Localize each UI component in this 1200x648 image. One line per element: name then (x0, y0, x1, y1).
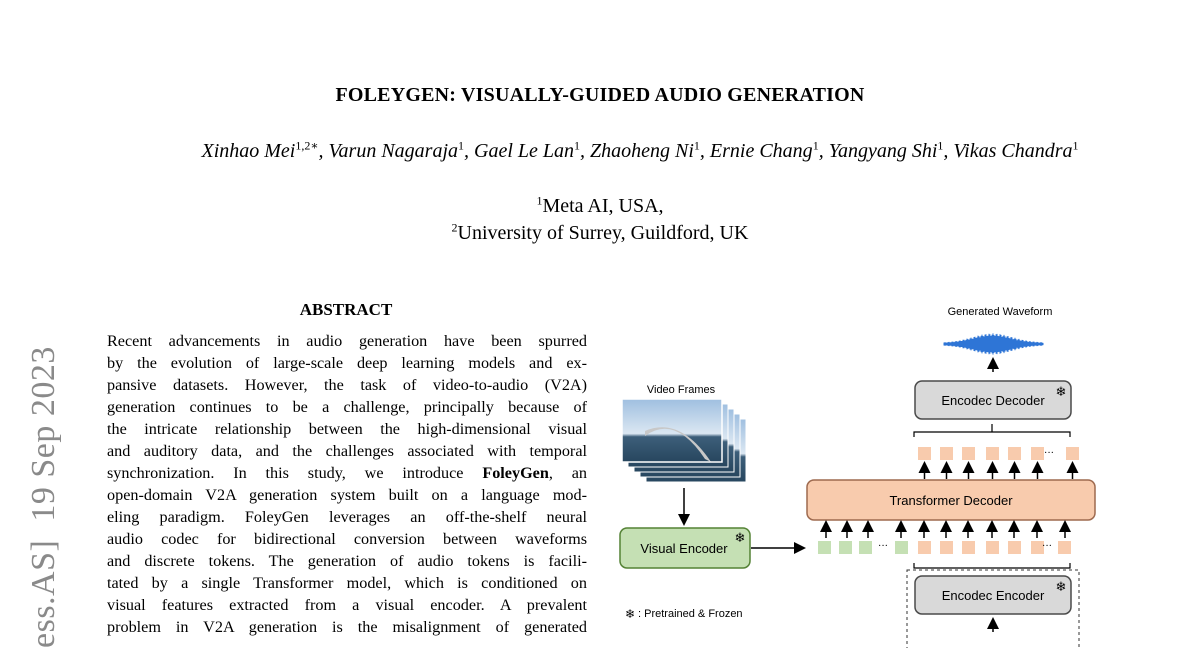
arxiv-stamp-date: 19 Sep 2023 (25, 346, 62, 522)
affiliation-2: $^2$University of Surrey, Guildford, UK (451, 220, 749, 244)
abstract-line: eling paradigm. FoleyGen leverages an off-the-shelf neural (107, 508, 587, 526)
visual-token (859, 541, 872, 554)
transformer-decoder-block (807, 480, 1095, 520)
architecture-figure (600, 296, 1100, 648)
encodec-decoder-label: Encodec Decoder (941, 393, 1045, 408)
abstract-line: visual features extracted from a visual encoder. A prevalent (107, 596, 587, 614)
frozen-icon: ❄ (1055, 579, 1067, 594)
author-name: Ernie Chang (709, 140, 813, 162)
audio-token (986, 447, 999, 460)
abstract-line: Recent advancements in audio generation have been spurred (107, 332, 587, 350)
abstract-heading: ABSTRACT (299, 300, 393, 319)
author-name: Vikas Chandra (953, 140, 1073, 162)
frozen-icon: ❄ (624, 607, 636, 621)
ellipsis: ··· (1044, 448, 1054, 459)
paper-title: FOLEYGEN: VISUALLY-GUIDED AUDIO GENERATION (335, 84, 865, 106)
visual-token (895, 541, 908, 554)
abstract-line: and discrete tokens. The generation of audio tokens is facili- (107, 552, 587, 570)
encodec-encoder-block (915, 576, 1071, 614)
audio-token (986, 541, 999, 554)
input-tokens (818, 523, 1071, 554)
author-name: Gael Le Lan (474, 140, 574, 162)
arxiv-stamp (25, 346, 63, 648)
author-affiliation-mark: 1 (812, 138, 819, 153)
audio-token (1066, 447, 1079, 460)
visual-token (818, 541, 831, 554)
affiliation-1: $^1$Meta AI, USA, (536, 193, 664, 217)
generated-waveform-label: Generated Waveform (947, 306, 1053, 318)
audio-token (940, 447, 953, 460)
ellipsis: ··· (1042, 541, 1052, 552)
abstract-line: by the evolution of large-scale deep learning models and ex- (107, 354, 587, 372)
author-name: Xinhao Mei (201, 140, 296, 162)
frozen-icon: ❄ (734, 530, 746, 545)
abstract-line: the intricate relationship between the high-dimensional visual (107, 420, 587, 438)
legend (625, 607, 743, 621)
abstract-line: problem in V2A generation is the misalignment of generated (107, 618, 587, 636)
waveform-icon (944, 333, 1043, 354)
author-affiliation-mark: 1,2∗ (295, 138, 319, 153)
abstract-line: and auditory data, and the challenges associated with temporal (107, 442, 587, 460)
abstract-line: audio codec for bidirectional conversion between waveforms (107, 530, 587, 548)
abstract-line: tated by a single Transformer model, which is conditioned on (107, 574, 587, 592)
video-frames-label: Video Frames (646, 384, 716, 396)
author-name: Yangyang Shi (828, 140, 938, 162)
author-affiliation-mark: 1 (1072, 138, 1079, 153)
author-affiliation-mark: 1 (458, 138, 464, 153)
author-affiliation-mark: 1 (693, 138, 700, 153)
encodec-encoder-label: Encodec Encoder (941, 588, 1045, 603)
audio-token (1008, 447, 1021, 460)
ellipsis: ··· (878, 541, 888, 552)
visual-encoder-label: Visual Encoder (640, 541, 728, 556)
audio-token (962, 447, 975, 460)
legend-label: : Pretrained & Frozen (638, 608, 743, 620)
transformer-decoder-label: Transformer Decoder (889, 493, 1013, 508)
author-affiliation-mark: 1 (574, 138, 580, 153)
abstract-line: open-domain V2A generation system built on a language mod- (107, 486, 587, 504)
audio-token (918, 447, 931, 460)
audio-token (1058, 541, 1071, 554)
video-frames-image (622, 399, 746, 482)
visual-encoder-block (620, 528, 750, 568)
audio-token (1008, 541, 1021, 554)
arxiv-stamp-category: ess.AS] (25, 539, 62, 648)
author-name: Varun Nagaraja (328, 140, 458, 162)
frozen-icon: ❄ (1055, 384, 1067, 399)
author-name: Zhaoheng Ni (590, 140, 694, 162)
audio-token (962, 541, 975, 554)
output-audio-tokens (918, 447, 1079, 479)
abstract-line: generation continues to be a challenge, principally because of (107, 398, 587, 416)
visual-token (839, 541, 852, 554)
audio-token (918, 541, 931, 554)
audio-token (1031, 447, 1044, 460)
encodec-decoder-block (915, 381, 1071, 419)
abstract-body (107, 330, 587, 638)
author-list: Xinhao Mei$^{1,2∗}$, Varun Nagaraja$^1$, Gael Le Lan$^1$, Zhaoheng Ni$^1$, Ernie Chang$^1$, Yangyang Shi$^1$, Vikas Chandra$^1$ (201, 138, 1079, 162)
abstract-line: pansive datasets. However, the task of video-to-audio (V2A) (107, 376, 587, 394)
abstract-line: synchronization. In this study, we introduce FoleyGen, an (107, 464, 587, 482)
author-affiliation-mark: 1 (937, 138, 944, 153)
audio-token (940, 541, 953, 554)
